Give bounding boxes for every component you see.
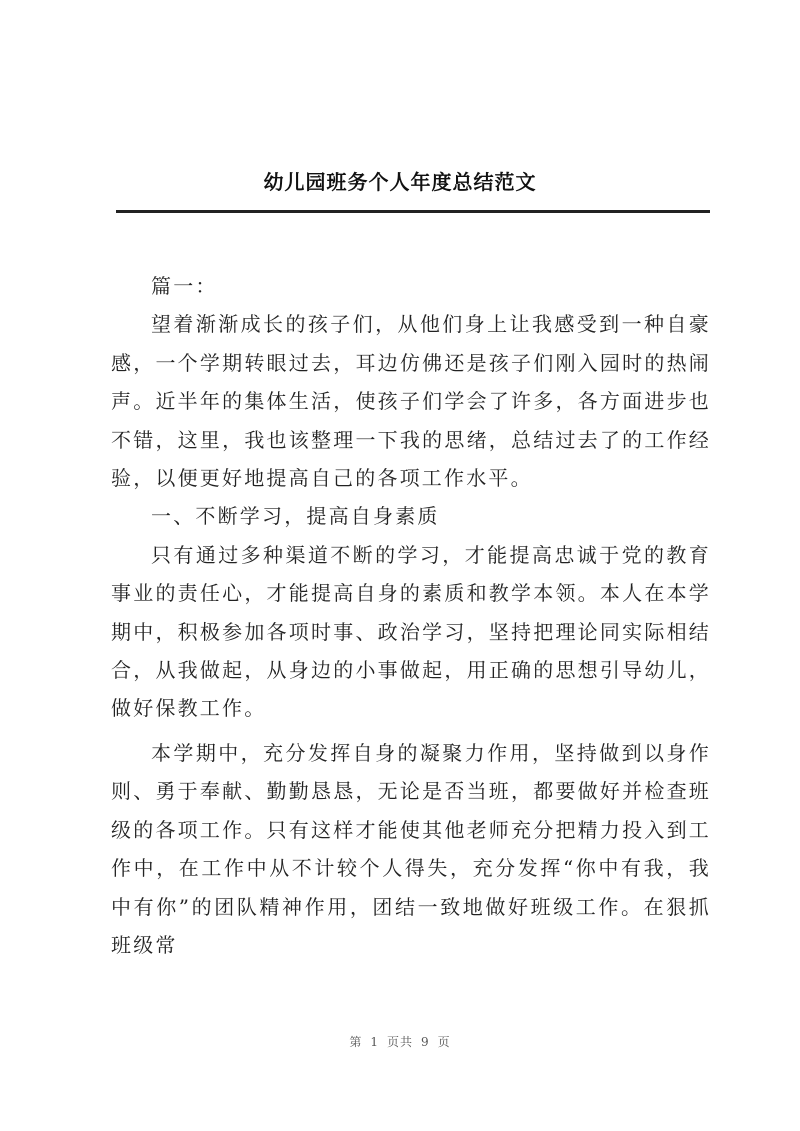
footer-prefix: 第	[349, 1035, 363, 1049]
body-paragraph: 望着渐渐成长的孩子们，从他们身上让我感受到一种自豪感，一个学期转眼过去，耳边仿佛还是孩子们刚入园时的热闹声。近半年的集体生活，使孩子们学会了许多，各方面进步也不错，这里，我也该整理一下我的思绪，总结过去了的工作经验，以便更好地提高自己的各项工作水平。	[111, 312, 711, 491]
document-body	[111, 267, 711, 964]
body-paragraph: 只有通过多种渠道不断的学习，才能提高忠诚于党的教育事业的责任心，才能提高自身的素质和教学本领。本人在本学期中，积极参加各项时事、政治学习，坚持把理论同实际相结合，从我做起，从身边的小事做起，用正确的思想引导幼儿，做好保教工作。	[111, 542, 711, 721]
footer-suffix: 页	[437, 1035, 451, 1049]
body-paragraph: 本学期中，充分发挥自身的凝聚力作用，坚持做到以身作则、勇于奉献、勤勤恳恳，无论是否当班，都要做好并检查班级的各项工作。只有这样才能使其他老师充分把精力投入到工作中，在工作中从不计较个人得失，充分发挥“你中有我，我中有你”的团队精神作用，团结一致地做好班级工作。在狠抓班级常	[111, 740, 711, 957]
footer-middle: 页共	[386, 1035, 413, 1049]
section-heading: 一、不断学习，提高自身素质	[151, 504, 440, 529]
footer-current-page: 1	[370, 1035, 379, 1049]
section-label: 篇一：	[151, 274, 218, 298]
document-title: 幼儿园班务个人年度总结范文	[263, 170, 537, 194]
title-underline	[116, 210, 710, 213]
page-footer	[0, 1033, 800, 1050]
footer-total-pages: 9	[421, 1035, 430, 1049]
